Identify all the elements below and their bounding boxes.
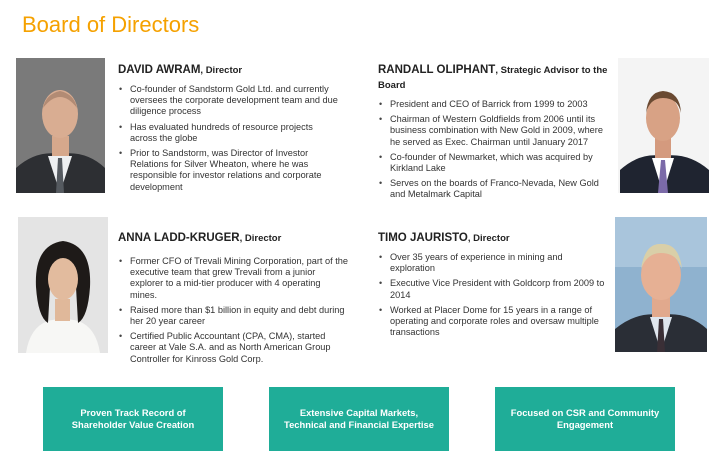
list-item: • Worked at Placer Dome for 15 years in a range of operating and corporate roles and oversaw multiple transactions [378, 305, 610, 339]
list-item: • Executive Vice President with Goldcorp from 2009 to 2014 [378, 278, 610, 300]
photo-david-awram [16, 58, 105, 193]
director-role: , Director [200, 65, 243, 76]
photo-timo-jauristo [615, 217, 707, 352]
director-role: , Strategic Advisor to the Board [378, 65, 608, 91]
bio-anna-ladd-kruger [118, 231, 350, 369]
list-item: • Former CFO of Trevali Mining Corporation, part of the executive team that grew Trevali from a junior explorer to a mid-tier producer with 4 operating mines. [118, 256, 350, 301]
list-item: • Chairman of Western Goldfields from 2006 until its business combination with New Gold in 2009, where he served as Exec. Chairman until January 2017 [378, 114, 610, 148]
photo-randall-oliphant [618, 58, 709, 193]
bullet-list [118, 256, 350, 365]
bio-david-awram [118, 63, 340, 197]
pillar-track-record: Proven Track Record of Shareholder Value Creation [43, 387, 223, 451]
bio-randall-oliphant [378, 63, 610, 205]
director-name: TIMO JAURISTO [378, 232, 468, 244]
pillar-csr: Focused on CSR and Community Engagement [495, 387, 675, 451]
list-item: • Raised more than $1 billion in equity and debt during her 20 year career [118, 305, 350, 327]
bullet-list [378, 99, 610, 201]
page-title: Board of Directors [22, 12, 200, 37]
list-item: • Has evaluated hundreds of resource projects across the globe [118, 122, 340, 144]
director-role: , Director [239, 233, 282, 244]
director-role: , Director [467, 233, 510, 244]
list-item: • Over 35 years of experience in mining and exploration [378, 252, 610, 274]
director-name: ANNA LADD-KRUGER [118, 232, 240, 244]
bio-timo-jauristo [378, 231, 610, 342]
list-item: • President and CEO of Barrick from 1999 to 2003 [378, 99, 610, 110]
director-name: DAVID AWRAM [118, 64, 201, 76]
bullet-list [118, 84, 340, 193]
pillar-capital-markets: Extensive Capital Markets, Technical and Financial Expertise [269, 387, 449, 451]
list-item: • Co-founder of Sandstorm Gold Ltd. and currently oversees the corporate development team and due diligence process [118, 84, 340, 118]
list-item: • Co-founder of Newmarket, which was acquired by Kirkland Lake [378, 152, 610, 174]
list-item: • Serves on the boards of Franco-Nevada, New Gold and Metalmark Capital [378, 178, 610, 200]
bullet-list [378, 252, 610, 338]
list-item: • Certified Public Accountant (CPA, CMA), started career at Vale S.A. and as North American Group Controller for Kinross Gold Corp. [118, 331, 350, 365]
list-item: • Prior to Sandstorm, was Director of Investor Relations for Silver Wheaton, where he was responsible for investor relations and corporate development [118, 148, 340, 193]
director-name: RANDALL OLIPHANT [378, 64, 496, 76]
photo-anna-ladd-kruger [18, 217, 108, 353]
